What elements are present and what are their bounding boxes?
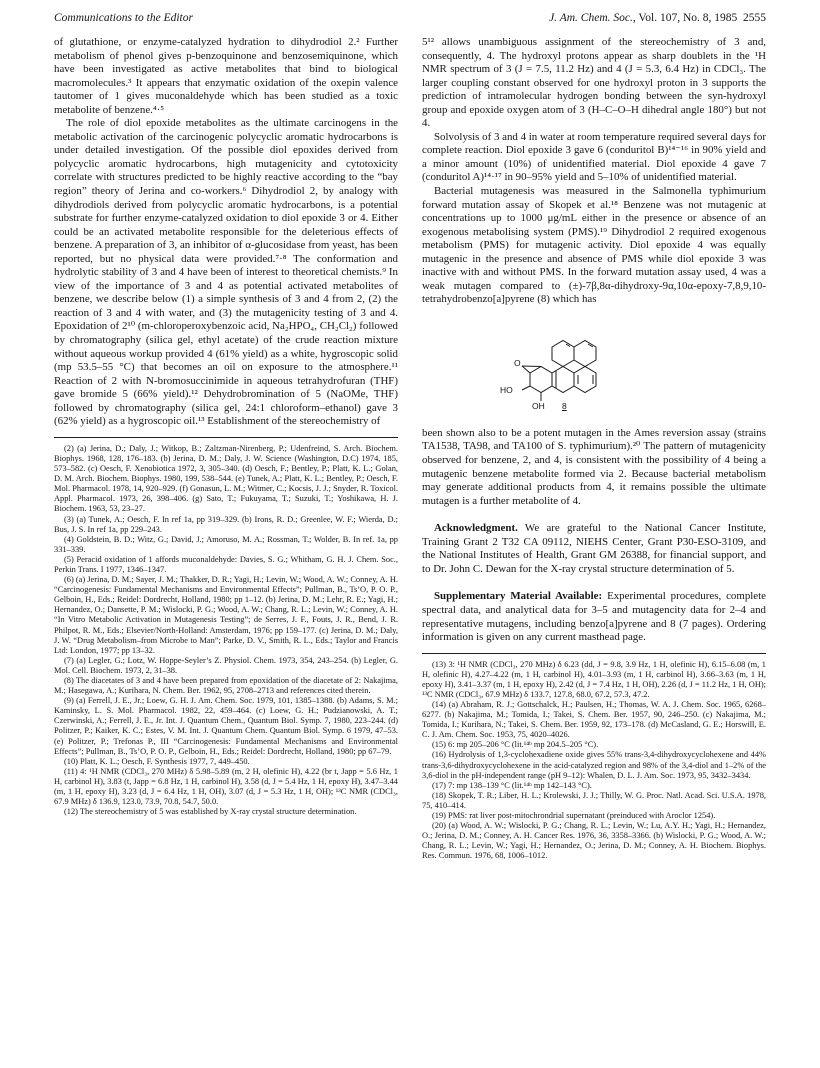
right-column	[422, 36, 766, 861]
footnote: (5) Peracid oxidation of 1 affords muconaldehyde: Davies, S. G.; Whitham, G. H. J. Chem. Soc., Perkin Trans. I 1977, 1346–1347.	[54, 554, 398, 574]
footnote-divider	[422, 653, 766, 654]
footnote: (18) Skopek, T. R.; Liber, H. L.; Krolewski, J. J.; Thilly, W. G. Proc. Natl. Acad. Sci. U.S.A. 1978, 75, 410–414.	[422, 790, 766, 810]
footnote: (14) (a) Abraham, R. J.; Gottschalck, H.; Paulsen, H.; Thomas, W. A. J. Chem. Soc. 1965, 6268–6277. (b) Nakajima, M.; Tomida, I.; Takei, S. Chem. Ber. 1957, 90, 246–250. (c) Nakajima, M.; Tomida, I.; Kurihara, N.; Takei, S. Chem. Ber. 1959, 92, 173–178. (d) McCasland, G. E.; Horswill, E. C. J. Am. Chem. Soc. 1953, 75, 4020–4026.	[422, 699, 766, 740]
body-paragraph: Solvolysis of 3 and 4 in water at room temperature required several days for complete reaction. Diol epoxide 3 gave 6 (conduritol B)¹⁴⁻¹⁶ in 90% yield and a minor amount (10%) of unidentified material. Diol epoxide 4 gave 7 (conduritol A)¹⁴·¹⁷ in 90–95% yield and 5–10% of unidentified material.	[422, 130, 766, 184]
acknowledgment-heading: Acknowledgment.	[434, 522, 518, 535]
body-paragraph: Bacterial mutagenesis was measured in the Salmonella typhimurium forward mutation assay of Skopek et al.¹⁸ Benzene was not mutagenic at concentrations up to 1000 μg/mL either in the presence or absence of an exogenous metabolising system (PMS).¹⁹ Dihydrodiol 2 required exogenous metabolism (PMS) for mutagenic activity. Diol epoxide 4 was equally mutagenic in the presence and absence of PMS while diol epoxide 3 was inactive with and without PMS. In the forward mutation assay used, 4 was a weak mutagen compared to (±)-7β,8α-dihydroxy-9α,10α-epoxy-7,8,9,10-tetrahydrobenzo[a]pyrene (8) which has	[422, 185, 766, 306]
journal-name: J. Am. Chem. Soc.	[549, 12, 633, 24]
footnote: (9) (a) Ferrell, J. E., Jr.; Loew, G. H. J. Am. Chem. Soc. 1979, 101, 1385–1388. (b) Adams, S. M.; Kaminsky, L. S. Mol. Pharmacol. 1982, 22, 459–464. (c) Loew, G. H.; Pudzianowski, A. T.; Czerwinski, A.; Ferrell, J. E., Jr. Int. J. Quantum Chem., Quantum Biol. Symp. 7, 1980, 223–244. (d) Politzer, P.; Kaiker, K. C.; Estes, V. M. Int. J. Quantum Chem. Quantum Biol. Symp. 6 1979, 47–53. (e) Politzer, P.; Trefonas P., III “Carcinogenesis: Fundamental Mechanisms and Environmental Effects”; Pullman, B., Ts’O, P. O. P., Gelboin, H., Eds.; Reidel: Dordrecht, Holland, 1980; pp 67–79.	[54, 696, 398, 756]
footnote: (6) (a) Jerina, D. M.; Sayer, J. M.; Thakker, D. R.; Yagi, H.; Levin, W.; Wood, A. W.; Conney, A. H. “Carcinogenesis: Fundamental Mechanisms and Environmental Effects”; Pullman, B., Ts’O, P. O. P., Gelboin, H., Eds.; Reidel: Dordrecht, Holland, 1980; pp 1–12. (b) Jerina, D. M.; Lehr, R. E.; Yagi, H.; Hernandez, O.; Dansette, P. M.; Wislocki, P. G.; Wood, A. W.; Chang, R. L.; Levin, W.; Conney, A. H. “In Vitro Metabolic Activation in Mutagenesis Testing”; de Serres, J. F., Fouts, J. R., Bend, J. R. Philpot, R. M., Eds.; Elsevier/North-Holland: Amsterdam, 1976; pp 159–177. (c) Jerina, D. M.; Daly, J. W. “Drug Metabolism–from Microbe to Man”; Parke, D. V., Smith, R. L., Eds.; Taylor and Francis Ltd: London, 1977; pp 13–32.	[54, 575, 398, 655]
footnote: (17) 7: mp 138–139 °C (lit.¹⁴ᵇ mp 142–143 °C).	[432, 780, 592, 790]
structure-figure-8	[422, 311, 766, 421]
footnote: (19) PMS: rat liver post-mitochrondrial supernatant (preinduced with Aroclor 1254).	[432, 811, 716, 820]
footnote: (20) (a) Wood, A. W.; Wislocki, P. G.; Chang, R. L.; Levin, W.; Lu, A.Y. H.; Yagi, H.; Hernandez, O.; Jerina, D. M.; Conney, A. H. Cancer Res. 1976, 36, 3358–3366. (b) Wislocki, P. G.; Wood, A. W.; Chang, R. L.; Levin, W.; Yagi, H.; Hernandez, O.; Jerina, D. M.; Conney, A. H. Biochem. Biophys. Res. Commun. 1976, 68, 1006–1012.	[422, 821, 766, 861]
body-paragraph: of glutathione, or enzyme-catalyzed hydration to dihydrodiol 2.² Further metabolism of phenol gives p-benzoquinone and benzosemiquinone, which have been investigated as active metabolites that bind to biological macromolecules.³ It appears that enzymatic oxidation of the oxepin valence tautomer of 1 gives muconaldehyde which has been studied as a toxic metabolite of benzene.⁴·⁵	[54, 36, 398, 116]
acknowledgment-text: We are grateful to the National Cancer Institute, Training Grant 2 T32 CA 09112, NIEHS Center, Grant P30-ESO-3109, and the National Institutes of Health, Grant GM 26388, for financial support, and to Dr. John C. Dewan for the X-ray crystal structure determination of 5.	[422, 522, 766, 575]
supplementary-text: Experimental procedures, complete spectral data, and analytical data for 3–5 and mutagencity data for 2–4 and representative mutagens, including benzo[a]pyrene and 8 (7 pages). Ordering information is given on any current masthead page.	[422, 590, 767, 644]
supplementary-heading: Supplementary Material Available:	[434, 590, 603, 603]
footnote: (7) (a) Legler, G.; Lotz, W. Hoppe-Seyler’s Z. Physiol. Chem. 1973, 354, 243–254. (b) Legler, G. Mol. Cell. Biochem. 1973, 2, 31–38.	[54, 655, 398, 675]
hydroxyl-label-ho: HO	[500, 384, 513, 395]
footnote: (11) 4: ¹H NMR (CDCl₃, 270 MHz) δ 5.98–5.89 (m, 2 H, olefinic H), 4.22 (br t, Japp = 5.6 Hz, 1 H, carbinol H), 3.83 (t, Japp = 6.8 Hz, 1 H, carbinol H), 3.58 (d, J = 5.4 Hz, 1 H, epoxy H), 3.47–3.44 (m, 1 H, epoxy H), 3.23 (d, J = 6.4 Hz, 1 H, OH), 3.07 (d, J = 5.3 Hz, 1 H, OH); ¹³C NMR (CDCl₃, 67.9 MHz) δ 136.9, 123.0, 73.9, 70.8, 54.7, 50.0.	[54, 766, 398, 807]
footnote: (15) 6: mp 205–206 °C (lit.¹⁴ᵇ mp 204.5–205 °C).	[432, 740, 599, 750]
footnote: (8) The diacetates of 3 and 4 have been prepared from epoxidation of the diacetate of 2: Nakajima, M.; Hasegawa, A.; Kurihara, N. Chem. Ber. 1962, 95, 2708–2713 and references cited therein.	[54, 676, 398, 696]
footnote: (16) Hydrolysis of 1,3-cyclohexadiene oxide gives 55% trans-3,4-dihydroxycyclohexene and 44% trans-3,6-dihydroxycyclohexene in the acid-catalyzed region and 98% of the 3,4-diol and 1–2% of the 3,6-diol in the pH-independent range (pH 9–12): Whalen, D. L. J. Am. Soc. 1973, 95, 3432–3434.	[422, 750, 766, 780]
body-paragraph: 5¹² allows unambiguous assignment of the stereochemistry of 3 and, consequently, 4. The hydroxyl protons appear as sharp doublets in the ¹H NMR spectrum of 3 (J = 7.5, 11.2 Hz) and 4 (J = 5.3, 6.4 Hz) in CDCl₃. The larger coupling constant observed for one hydroxyl proton in 3 supports the prediction of intramolecular hydrogen bonding between the syn-hydroxyl group and epoxide oxygen atom of 3 (H–C–O–H dihedral angle 180°) but not 4.	[422, 36, 766, 130]
journal-citation: J. Am. Chem. Soc., Vol. 107, No. 8, 1985 2555	[549, 12, 766, 24]
running-header	[54, 12, 766, 30]
acknowledgment	[422, 522, 766, 576]
supplementary-material	[422, 590, 766, 644]
hydroxyl-label-oh: OH	[532, 400, 545, 411]
footnote: (2) (a) Jerina, D.; Daly, J.; Witkop, B.; Zaltzman-Nirenberg, P.; Udenfreind, S. Arch. Biochem. Biophys. 1968, 128, 176–183. (b) Jerina, D. M.; Daly, J. W. Science (Washington, D.C) 1974, 185, 573–582. (c) Oesch, F. Xenobiotica 1972, 3, 305–340. (d) Oesch, F.; Bentley, P.; Platt, K. L.; Golan, D. M. Arch. Biochem. Biophys. 1980, 199, 538–544. (e) Tunek, A.; Platt, K. L.; Bentley, P.; Oesch, F. Mol. Pharmacol. 1978, 14, 920–929. (f) Gonasun, L. M.; Witmer, C.; Kocsis, J. J.; Snyder, R. Toxicol. Appl. Pharmacol. 1973, 26, 398–406. (g) Sato, T.; Fukuyama, T.; Suzuki, T.; Yoshikawa, H. J. Biochem. 1963, 53, 23–27.	[54, 443, 398, 514]
epoxide-o-label: O	[514, 357, 521, 368]
footnote-divider	[54, 437, 398, 438]
left-column	[54, 36, 398, 817]
compound-number: 8	[562, 400, 567, 411]
footnote: (13) 3: ¹H NMR (CDCl₃, 270 MHz) δ 6.23 (dd, J = 9.8, 3.9 Hz, 1 H, olefinic H), 6.15–6.08 (m, 1 H, olefinic H), 4.27–4.22 (m, 1 H, carbinol H), 4.01–3.93 (m, 1 H, carbinol H), 3.66–3.63 (m, 1 H, epoxy H), 3.41–3.37 (m, 1 H, epoxy H), 2.42 (d, J = 7.4 Hz, 1 H, OH), 2.26 (d, J = 11.2 Hz, 1 H, OH); ¹³C NMR (CDCl₃, 67.9 MHz) δ 133.7, 127.8, 68.0, 67.2, 57.3, 47.2.	[422, 659, 766, 699]
footnote: (10) Platt, K. L.; Oesch, F. Synthesis 1977, 7, 449–450.	[64, 756, 250, 766]
footnote: (4) Goldstein, B. D.; Witz, G.; David, J.; Amoruso, M. A.; Rossman, T.; Wolder, B. In ref. 1a, pp 331–339.	[54, 534, 398, 554]
body-paragraph: The role of diol epoxide metabolites as the ultimate carcinogens in the metabolic activation of the carcinogenic polycyclic aromatic hydrocarbons is under detailed investigation. Of the possible diol epoxides derived from polycyclic aromatic hydrocarbons, high mutagenicity and cytotoxicity correlate with structures predicted to be highly reactive according to the “bay region” theory of Jerina and co-workers.⁶ Dihydrodiol 2, by analogy with dihydrodiols derived from polycyclic aromatic hydrocarbons, is a potential substrate for further enzyme-catalyzed oxidation to diol epoxide 3 or 4. Either could be an activated metabolite responsible for the deleterious effects of benzene. A preparation of 3, an inhibitor of α-glucosidase from yeast, has been reported, but no physical data were provided.⁷·⁸ The conformation and hydrolytic stability of 3 and 4 have been of interest to theoretical chemists.⁹ In view of the importance of 3 and 4 as potential activated metabolites of benzene, we describe below (1) a simple synthesis of 3 and 4 from 2, (2) the reaction of 3 and 4 with water, and (3) the mutagenicity testing of 3 and 4. Epoxidation of 2¹⁰ (m-chloroperoxybenzoic acid, Na₂HPO₄, CH₂Cl₂) followed by chromatography (silica gel, ethyl acetate) of the crude reaction mixture without aqueous workup provided 4 (61% yield) as a white, hygroscopic solid (mp 53.5–55 °C) that becomes an oil on exposure to the atmosphere.¹¹ Reaction of 2 with N-bromosuccinimide in aqueous tetrahydrofuran (THF) gave bromide 5 (66% yield).¹² Dehydrobromination of 5 (NaOMe, THF) followed by chromatography (silica gel, 24:1 chloroform–ethanol) gave 3 (62% yield) as a hygroscopic oil.¹³ Establishment of the stereochemistry of	[54, 117, 398, 428]
section-title: Communications to the Editor	[54, 12, 193, 24]
footnote: (12) The stereochemistry of 5 was established by X-ray crystal structure determination.	[64, 807, 357, 817]
volume-info: Vol. 107, No. 8, 1985	[638, 12, 738, 24]
footnote: (3) (a) Tunek, A.; Oesch, F. In ref 1a, pp 319–329. (b) Irons, R. D.; Greenlee, W. F.; Wierda, D.; Bus, J. S. In ref 1a, pp 229–243.	[54, 514, 398, 534]
page-number: 2555	[743, 12, 766, 24]
body-paragraph: been shown also to be a potent mutagen in the Ames reversion assay (strains TA1538, TA98, and TA100 of S. typhimurium).²⁰ The pattern of mutagenicity observed for benzene, 2, and 4, is consistent with the possibility of 4 being a mutagenic benzene metabolite formed via 2. Because bacterial metabolism may generate additional products from 4, it remains possible the ultimate mutagen is a further metabolite of 4.	[422, 426, 766, 507]
benzopyrene-diol-epoxide-structure	[422, 311, 766, 421]
footnotes-right	[422, 660, 766, 862]
footnotes-left	[54, 444, 398, 817]
